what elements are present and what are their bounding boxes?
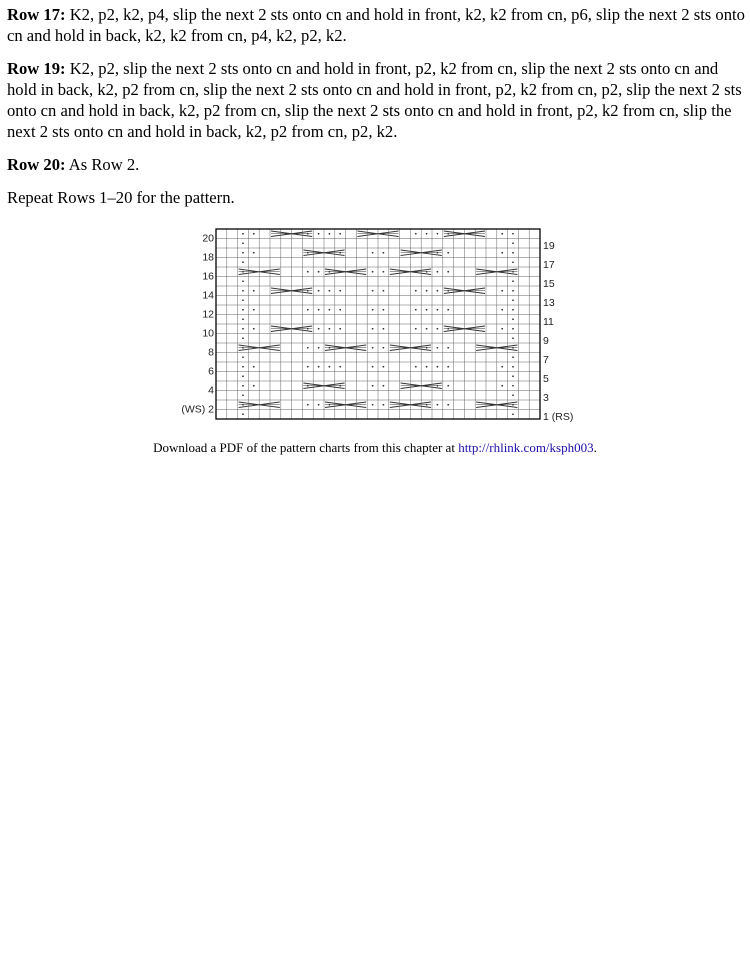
purl-stitch-dot: [372, 347, 374, 349]
purl-stitch-dot: [512, 394, 514, 396]
purl-stitch-dot: [415, 366, 417, 368]
purl-stitch-dot: [437, 309, 439, 311]
purl-stitch-dot: [512, 337, 514, 339]
purl-stitch-dot: [242, 299, 244, 301]
purl-stitch-dot: [242, 385, 244, 387]
purl-stitch-dot: [253, 366, 255, 368]
purl-stitch-dot: [242, 318, 244, 320]
purl-stitch-dot: [512, 385, 514, 387]
purl-stitch-dot: [383, 328, 385, 330]
purl-stitch-dot: [242, 375, 244, 377]
row-17-text: K2, p2, k2, p4, slip the next 2 sts onto cn and hold in front, k2, k2 from cn, p6, slip the next 2 sts onto cn and hold in back, k2, k2 from cn, p4, k2, p2, k2.: [7, 5, 745, 45]
chart-caption: [0, 440, 750, 456]
purl-stitch-dot: [318, 233, 320, 235]
caption-suffix: .: [593, 440, 597, 455]
purl-stitch-dot: [437, 404, 439, 406]
purl-stitch-dot: [242, 328, 244, 330]
purl-stitch-dot: [415, 290, 417, 292]
row-20-label: Row 20:: [7, 155, 66, 174]
chart-row-label-right: 19: [543, 240, 555, 252]
chart-row-label-right: 9: [543, 335, 549, 347]
purl-stitch-dot: [307, 271, 309, 273]
purl-stitch-dot: [426, 366, 428, 368]
purl-stitch-dot: [501, 366, 503, 368]
chart-row-label-left: 4: [208, 384, 214, 397]
purl-stitch-dot: [318, 328, 320, 330]
purl-stitch-dot: [253, 385, 255, 387]
purl-stitch-dot: [426, 328, 428, 330]
purl-stitch-dot: [372, 328, 374, 330]
purl-stitch-dot: [437, 347, 439, 349]
purl-stitch-dot: [253, 309, 255, 311]
purl-stitch-dot: [307, 404, 309, 406]
chart-row-label-left: 14: [202, 289, 214, 302]
purl-stitch-dot: [318, 347, 320, 349]
purl-stitch-dot: [329, 290, 331, 292]
purl-stitch-dot: [501, 252, 503, 254]
purl-stitch-dot: [329, 328, 331, 330]
purl-stitch-dot: [415, 309, 417, 311]
chart-row-label-right: 7: [543, 354, 549, 366]
purl-stitch-dot: [307, 347, 309, 349]
purl-stitch-dot: [512, 328, 514, 330]
purl-stitch-dot: [307, 309, 309, 311]
purl-stitch-dot: [501, 385, 503, 387]
purl-stitch-dot: [426, 233, 428, 235]
pdf-download-link[interactable]: http://rhlink.com/ksph003: [458, 440, 594, 455]
purl-stitch-dot: [329, 233, 331, 235]
purl-stitch-dot: [242, 413, 244, 415]
purl-stitch-dot: [242, 233, 244, 235]
purl-stitch-dot: [339, 290, 341, 292]
purl-stitch-dot: [242, 356, 244, 358]
purl-stitch-dot: [372, 404, 374, 406]
purl-stitch-dot: [437, 328, 439, 330]
purl-stitch-dot: [447, 309, 449, 311]
row-19-instruction: [7, 58, 745, 142]
purl-stitch-dot: [512, 280, 514, 282]
purl-stitch-dot: [318, 309, 320, 311]
purl-stitch-dot: [372, 271, 374, 273]
purl-stitch-dot: [512, 366, 514, 368]
purl-stitch-dot: [329, 309, 331, 311]
purl-stitch-dot: [253, 252, 255, 254]
purl-stitch-dot: [426, 309, 428, 311]
purl-stitch-dot: [372, 309, 374, 311]
chart-row-label-right: 17: [543, 259, 555, 271]
chart-row-label-left: 8: [208, 346, 214, 359]
chart-row-label-right: 15: [543, 278, 555, 290]
row-20-text: As Row 2.: [65, 155, 140, 174]
chart-row-label-left: 16: [202, 270, 214, 283]
purl-stitch-dot: [437, 233, 439, 235]
purl-stitch-dot: [242, 280, 244, 282]
purl-stitch-dot: [242, 242, 244, 244]
purl-stitch-dot: [372, 252, 374, 254]
purl-stitch-dot: [447, 404, 449, 406]
purl-stitch-dot: [242, 290, 244, 292]
purl-stitch-dot: [447, 385, 449, 387]
chart-row-label-left: (WS) 2: [181, 403, 214, 416]
purl-stitch-dot: [383, 404, 385, 406]
purl-stitch-dot: [372, 290, 374, 292]
purl-stitch-dot: [512, 299, 514, 301]
purl-stitch-dot: [339, 366, 341, 368]
purl-stitch-dot: [242, 337, 244, 339]
purl-stitch-dot: [437, 290, 439, 292]
purl-stitch-dot: [242, 309, 244, 311]
chart-row-label-left: 6: [208, 365, 214, 378]
purl-stitch-dot: [318, 290, 320, 292]
chart-row-label-left: 10: [202, 327, 214, 340]
purl-stitch-dot: [501, 328, 503, 330]
purl-stitch-dot: [512, 252, 514, 254]
purl-stitch-dot: [383, 290, 385, 292]
purl-stitch-dot: [447, 252, 449, 254]
purl-stitch-dot: [383, 347, 385, 349]
purl-stitch-dot: [242, 394, 244, 396]
purl-stitch-dot: [447, 347, 449, 349]
purl-stitch-dot: [339, 233, 341, 235]
row-19-label: Row 19:: [7, 59, 66, 78]
purl-stitch-dot: [501, 309, 503, 311]
purl-stitch-dot: [383, 366, 385, 368]
purl-stitch-dot: [339, 328, 341, 330]
chart-row-label-left: 20: [202, 232, 214, 245]
purl-stitch-dot: [512, 413, 514, 415]
chart-row-label-right: 1 (RS): [543, 411, 574, 423]
purl-stitch-dot: [415, 233, 417, 235]
purl-stitch-dot: [242, 366, 244, 368]
row-20-instruction: [7, 154, 745, 175]
purl-stitch-dot: [447, 366, 449, 368]
purl-stitch-dot: [426, 290, 428, 292]
row-17-instruction: [7, 4, 745, 46]
chart-row-label-right: 13: [543, 297, 555, 309]
purl-stitch-dot: [242, 252, 244, 254]
chart-row-label-left: 12: [202, 308, 214, 321]
purl-stitch-dot: [512, 242, 514, 244]
purl-stitch-dot: [253, 233, 255, 235]
purl-stitch-dot: [383, 385, 385, 387]
purl-stitch-dot: [318, 271, 320, 273]
purl-stitch-dot: [383, 252, 385, 254]
purl-stitch-dot: [437, 271, 439, 273]
purl-stitch-dot: [447, 271, 449, 273]
purl-stitch-dot: [253, 290, 255, 292]
repeat-instruction: Repeat Rows 1–20 for the pattern.: [7, 188, 235, 207]
purl-stitch-dot: [415, 328, 417, 330]
chart-row-label-right: 5: [543, 373, 549, 385]
purl-stitch-dot: [253, 328, 255, 330]
chart-row-label-left: 18: [202, 251, 214, 264]
purl-stitch-dot: [512, 356, 514, 358]
purl-stitch-dot: [512, 309, 514, 311]
chart-row-label-right: 11: [543, 316, 554, 328]
purl-stitch-dot: [501, 290, 503, 292]
purl-stitch-dot: [512, 290, 514, 292]
knitting-chart: [170, 226, 580, 426]
purl-stitch-dot: [329, 366, 331, 368]
purl-stitch-dot: [512, 233, 514, 235]
purl-stitch-dot: [372, 366, 374, 368]
purl-stitch-dot: [512, 318, 514, 320]
purl-stitch-dot: [437, 366, 439, 368]
row-17-label: Row 17:: [7, 5, 66, 24]
purl-stitch-dot: [372, 385, 374, 387]
purl-stitch-dot: [242, 261, 244, 263]
purl-stitch-dot: [339, 309, 341, 311]
caption-prefix: Download a PDF of the pattern charts from this chapter at: [153, 440, 459, 455]
purl-stitch-dot: [307, 366, 309, 368]
purl-stitch-dot: [318, 404, 320, 406]
purl-stitch-dot: [383, 271, 385, 273]
document-body: [7, 4, 745, 220]
purl-stitch-dot: [383, 309, 385, 311]
row-19-text: K2, p2, slip the next 2 sts onto cn and hold in front, p2, k2 from cn, slip the next 2 sts onto cn and hold in back, k2, p2 from cn, slip the next 2 sts onto cn and hold in front, p2, k2 from cn, p2, slip the next 2 sts onto cn and hold in back, k2, p2 from cn, slip the next 2 sts onto cn and hold in front, p2, k2 from cn, slip the next 2 sts onto cn and hold in back, k2, p2 from cn, p2, k2.: [7, 59, 742, 141]
purl-stitch-dot: [512, 375, 514, 377]
purl-stitch-dot: [512, 261, 514, 263]
purl-stitch-dot: [501, 233, 503, 235]
chart-row-label-right: 3: [543, 392, 549, 404]
purl-stitch-dot: [318, 366, 320, 368]
